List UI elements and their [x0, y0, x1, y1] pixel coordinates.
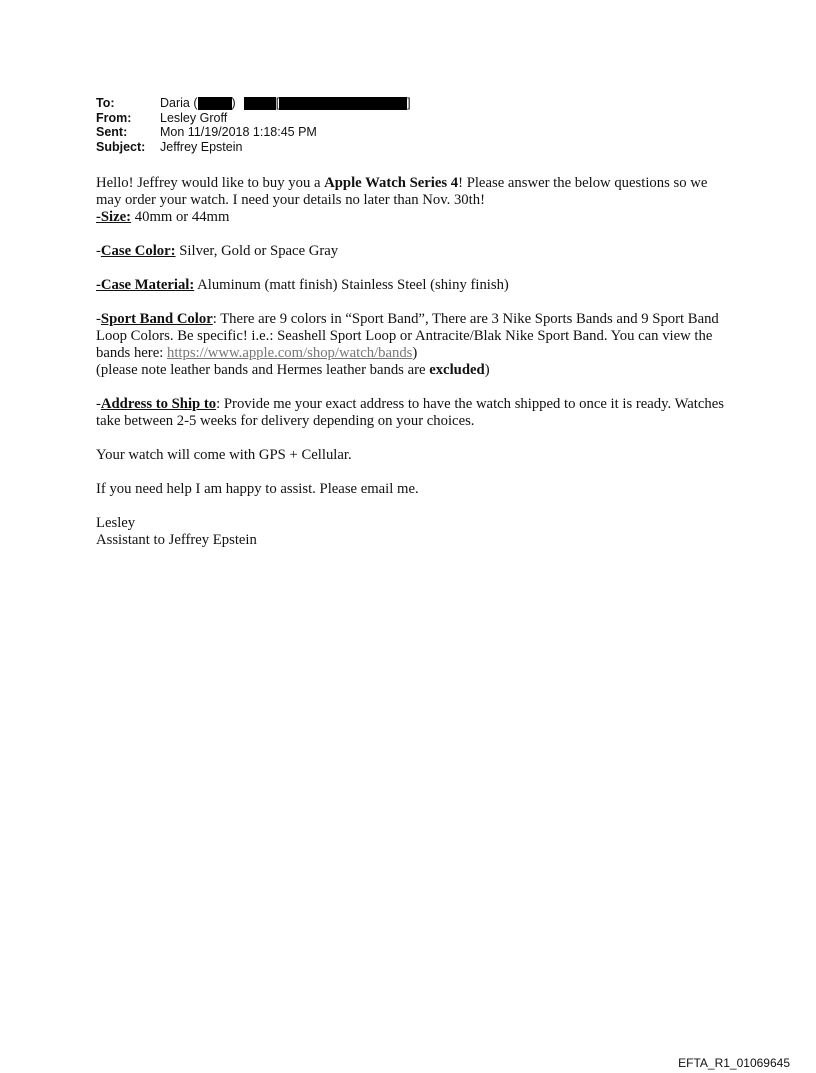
subject-row	[96, 140, 411, 155]
from-row	[96, 111, 411, 126]
from-value: Lesley Groff	[160, 110, 228, 125]
signature	[96, 515, 726, 549]
address-paragraph: -Address to Ship to: Provide me your exact address to have the watch shipped to once it is ready. Watches take between 2-5 weeks for delivery depending on your choices.	[96, 396, 724, 429]
gps-paragraph: Your watch will come with GPS + Cellular.	[96, 447, 352, 463]
to-row	[96, 96, 411, 111]
signature-title: Assistant to Jeffrey Epstein	[96, 532, 257, 548]
size-paragraph	[96, 209, 726, 226]
case-material-value: Aluminum (matt finish) Stainless Steel (shiny finish)	[194, 277, 509, 293]
product-name: Apple Watch Series 4	[324, 175, 459, 191]
signature-name: Lesley	[96, 515, 136, 531]
sent-value: Mon 11/19/2018 1:18:45 PM	[160, 125, 317, 139]
redaction-block	[198, 97, 232, 110]
document-id: EFTA_R1_01069645	[678, 1056, 790, 1070]
to-bracket-open: [	[275, 96, 280, 110]
sent-row	[96, 125, 411, 140]
email-body	[96, 175, 726, 566]
to-label: To:	[96, 96, 115, 110]
case-material-paragraph	[96, 277, 726, 294]
to-value	[160, 96, 411, 111]
subject-value: Jeffrey Epstein	[160, 139, 243, 154]
help-paragraph: If you need help I am happy to assist. Please email me.	[96, 481, 419, 497]
to-bracket-close: ]	[407, 96, 411, 110]
case-material-label: -Case Material:	[96, 277, 195, 293]
bands-link[interactable]: https://www.apple.com/shop/watch/bands	[166, 345, 413, 361]
redaction-block	[279, 97, 407, 110]
size-label: -Size:	[96, 209, 132, 225]
intro-paragraph: Hello! Jeffrey would like to buy you a Apple Watch Series 4! Please answer the below questions so we may order your watch. I need your details no later than Nov. 30th!	[96, 175, 708, 208]
from-label: From:	[96, 110, 132, 125]
size-value: 40mm or 44mm	[131, 209, 230, 225]
redaction-block	[244, 97, 276, 110]
subject-label: Subject:	[96, 139, 146, 154]
case-color-label: Case Color:	[100, 243, 176, 259]
sent-label: Sent:	[96, 125, 128, 139]
sport-band-paragraph: -Sport Band Color: There are 9 colors in “Sport Band”, There are 3 Nike Sports Bands and 9 Sport Band Loop Colors. Be specific! i.e.: Seashell Sport Loop or Antracite/Blak Nike Sport Band. You can view the bands here: https://www.apple.com/shop/watch/bands) (please note leather bands and Hermes leather bands are excluded)	[96, 311, 719, 378]
case-color-paragraph: -Case Color: Silver, Gold or Space Gray	[96, 243, 339, 259]
sport-band-label: Sport Band Color	[100, 311, 213, 327]
case-color-value: Silver, Gold or Space Gray	[175, 243, 339, 259]
email-header	[96, 96, 411, 154]
to-paren-close: )	[231, 96, 236, 110]
to-name: Daria (	[160, 96, 198, 110]
excluded-text: excluded	[429, 362, 485, 378]
address-label: Address to Ship to	[100, 396, 217, 412]
